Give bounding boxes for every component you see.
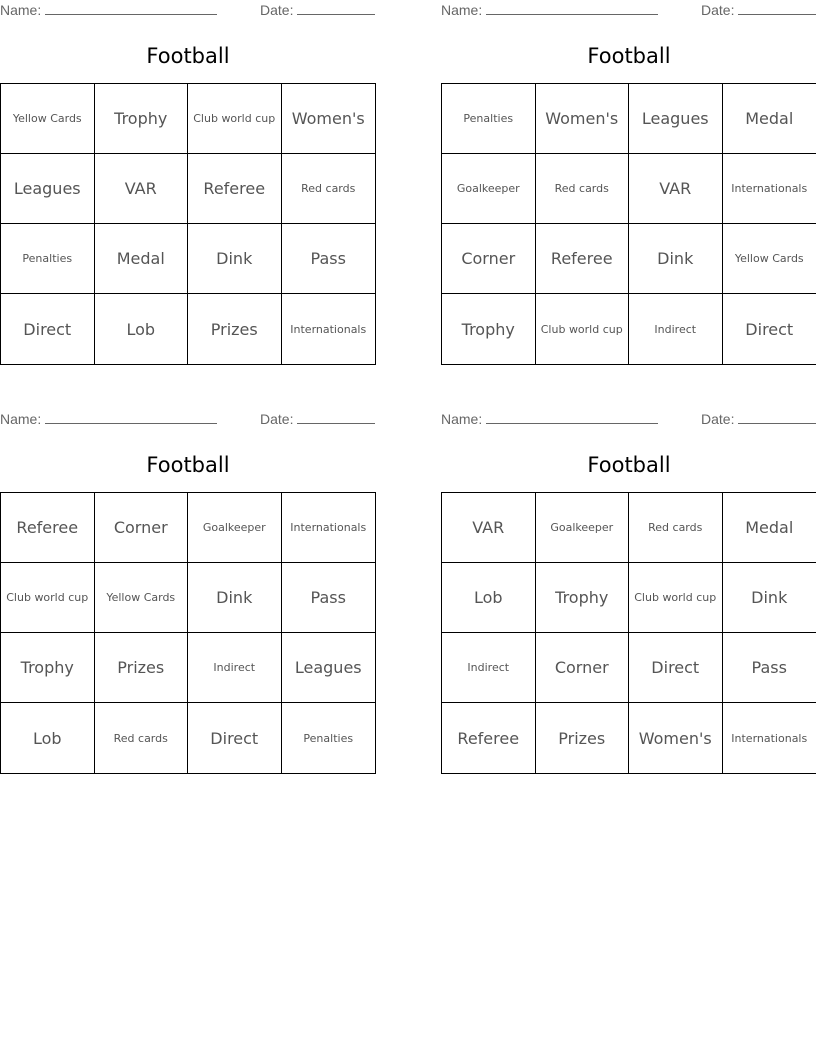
bingo-card	[0, 409, 376, 748]
name-field	[0, 411, 217, 427]
bingo-grid	[0, 492, 376, 774]
bingo-cell: Lob	[442, 563, 536, 633]
bingo-cell: Corner	[536, 633, 630, 703]
bingo-cell: Corner	[95, 493, 189, 563]
bingo-cell: Medal	[723, 84, 816, 154]
bingo-cell: Leagues	[282, 633, 376, 703]
bingo-cell: Lob	[95, 294, 189, 364]
bingo-cell: Referee	[442, 703, 536, 773]
date-blank-line	[297, 411, 375, 424]
bingo-cell: Indirect	[629, 294, 723, 364]
bingo-cell: Indirect	[442, 633, 536, 703]
bingo-cell: Women's	[629, 703, 723, 773]
bingo-cell: Women's	[536, 84, 630, 154]
bingo-card	[0, 0, 376, 339]
name-blank-line	[45, 411, 217, 424]
date-label: Date:	[701, 411, 735, 427]
name-label: Name:	[0, 2, 42, 18]
card-title: Football	[587, 44, 671, 68]
bingo-cell: Yellow Cards	[95, 563, 189, 633]
date-blank-line	[738, 2, 816, 15]
bingo-cell: Red cards	[282, 154, 376, 224]
bingo-cell: Corner	[442, 224, 536, 294]
bingo-cell: Club world cup	[536, 294, 630, 364]
name-field	[0, 2, 217, 18]
bingo-cell: Leagues	[629, 84, 723, 154]
card-title: Football	[146, 44, 230, 68]
bingo-cell: Red cards	[629, 493, 723, 563]
card-title: Football	[587, 453, 671, 477]
bingo-cell: Trophy	[95, 84, 189, 154]
bingo-cell: Trophy	[1, 633, 95, 703]
name-blank-line	[486, 2, 658, 15]
date-blank-line	[297, 2, 375, 15]
date-field	[260, 411, 375, 427]
name-label: Name:	[441, 411, 483, 427]
bingo-cell: Pass	[723, 633, 816, 703]
bingo-cell: Trophy	[536, 563, 630, 633]
name-label: Name:	[441, 2, 483, 18]
name-blank-line	[486, 411, 658, 424]
bingo-cell: Indirect	[188, 633, 282, 703]
date-field	[701, 411, 816, 427]
bingo-cell: Direct	[629, 633, 723, 703]
bingo-cell: Red cards	[536, 154, 630, 224]
name-blank-line	[45, 2, 217, 15]
date-label: Date:	[701, 2, 735, 18]
bingo-cell: Club world cup	[629, 563, 723, 633]
bingo-cell: Internationals	[731, 731, 808, 745]
bingo-cell: Internationals	[282, 493, 376, 563]
bingo-cell: VAR	[95, 154, 189, 224]
bingo-cell: Penalties	[442, 84, 536, 154]
bingo-cell: Club world cup	[1, 563, 95, 633]
bingo-card	[441, 409, 816, 748]
date-blank-line	[738, 411, 816, 424]
bingo-cell: Internationals	[723, 154, 816, 224]
bingo-cell: Direct	[745, 319, 794, 339]
bingo-card	[441, 0, 816, 339]
bingo-cell: Women's	[282, 84, 376, 154]
bingo-cell: Penalties	[1, 224, 95, 294]
bingo-grid	[0, 83, 376, 365]
bingo-cell: Dink	[723, 563, 816, 633]
bingo-cell: Medal	[95, 224, 189, 294]
bingo-cell: Referee	[188, 154, 282, 224]
bingo-cell: Referee	[1, 493, 95, 563]
bingo-cell: Lob	[1, 703, 95, 773]
bingo-cell: Prizes	[536, 703, 630, 773]
bingo-cell: VAR	[442, 493, 536, 563]
bingo-cell: Trophy	[442, 294, 536, 364]
date-label: Date:	[260, 2, 294, 18]
bingo-cell: Club world cup	[188, 84, 282, 154]
bingo-cell: Goalkeeper	[188, 493, 282, 563]
bingo-cell: Dink	[188, 224, 282, 294]
bingo-cell: Pass	[282, 563, 376, 633]
bingo-cell: Red cards	[95, 703, 189, 773]
bingo-cell: Yellow Cards	[723, 224, 816, 294]
bingo-cell: Prizes	[95, 633, 189, 703]
name-field	[441, 2, 658, 18]
card-header	[0, 409, 376, 431]
bingo-cell: Leagues	[1, 154, 95, 224]
card-header	[0, 0, 376, 22]
bingo-cell: Direct	[1, 294, 95, 364]
date-field	[260, 2, 375, 18]
name-label: Name:	[0, 411, 42, 427]
bingo-cell: Goalkeeper	[442, 154, 536, 224]
card-header	[441, 0, 816, 22]
bingo-cell: Pass	[282, 224, 376, 294]
bingo-cell: Internationals	[290, 322, 367, 336]
bingo-cell: Referee	[536, 224, 630, 294]
name-field	[441, 411, 658, 427]
bingo-cell: Medal	[723, 493, 816, 563]
bingo-cell: Dink	[188, 563, 282, 633]
card-header	[441, 409, 816, 431]
bingo-cell: Direct	[188, 703, 282, 773]
bingo-cell: Prizes	[188, 294, 282, 364]
card-title: Football	[146, 453, 230, 477]
bingo-cell: Goalkeeper	[536, 493, 630, 563]
date-label: Date:	[260, 411, 294, 427]
bingo-cell: Dink	[629, 224, 723, 294]
bingo-grid	[441, 83, 816, 365]
date-field	[701, 2, 816, 18]
bingo-cell: VAR	[629, 154, 723, 224]
bingo-cell: Penalties	[303, 731, 354, 745]
bingo-cell: Yellow Cards	[1, 84, 95, 154]
bingo-grid	[441, 492, 816, 774]
